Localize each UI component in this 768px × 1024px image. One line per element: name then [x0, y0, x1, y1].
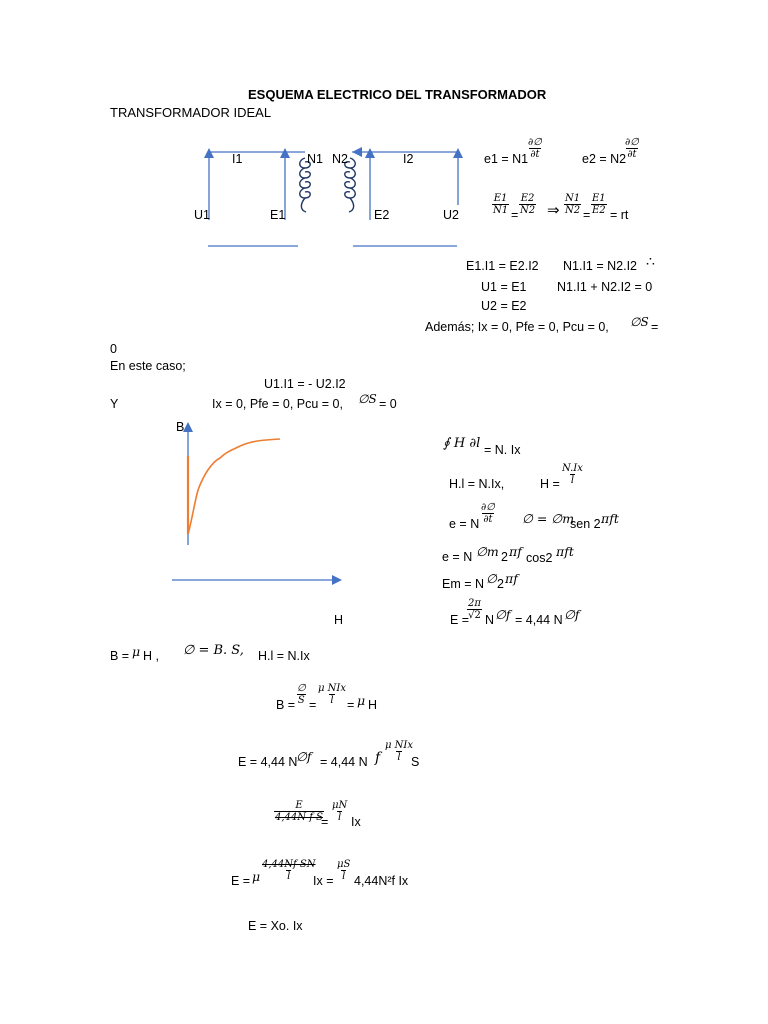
- h-den: l: [570, 475, 575, 486]
- ratio-e2: E2: [520, 193, 535, 204]
- final-eq: E = Xo. Ix: [248, 919, 303, 933]
- ratio-eq1: =: [511, 208, 519, 222]
- eq-pif: πf: [509, 544, 522, 559]
- mu-nix: μ NIx: [318, 683, 347, 694]
- page-title: ESQUEMA ELECTRICO DEL TRANSFORMADOR: [248, 87, 547, 102]
- eq-em-two: 2: [497, 577, 504, 591]
- label-u1: U1: [194, 208, 210, 222]
- two-pi: 2π: [468, 598, 481, 609]
- eq-two: 2: [501, 550, 508, 564]
- frac-dphi-dt-3: [480, 503, 496, 525]
- s-end: S: [411, 755, 420, 769]
- mu-2: μ: [357, 693, 366, 708]
- frac-phi-s: [296, 684, 307, 706]
- eq-phi-phim: ∅ = ∅m: [522, 511, 575, 526]
- eq-u2-e2: U2 = E2: [481, 299, 527, 313]
- eq-sen: sen 2: [570, 517, 601, 531]
- contour-rhs: = N. Ix: [484, 443, 521, 457]
- ademas-line: Además; Ix = 0, Pfe = 0, Pcu = 0,: [425, 320, 609, 334]
- eq-E-phif: ∅f: [495, 607, 511, 622]
- magnetization-curve: [188, 439, 280, 534]
- label-e1: E1: [270, 208, 286, 222]
- eq-b-mu-h: B =: [110, 649, 130, 663]
- eq-u1-e1: U1 = E1: [481, 280, 527, 294]
- phi-small: ∅: [297, 683, 306, 694]
- secondary-left-arrow: [365, 148, 375, 158]
- mu-n: μN: [332, 800, 348, 811]
- frac-dphi-dt-1: [527, 138, 543, 160]
- ratio-n1: N1: [493, 205, 509, 216]
- therefore-symbol: ∴: [646, 253, 655, 269]
- tail-eq: 4,44N²f Ix: [354, 874, 409, 888]
- mu-s: μS: [337, 859, 351, 870]
- eq-cos2: cos2: [526, 551, 553, 565]
- dphi-1: ∂∅: [528, 137, 542, 148]
- ratio-eq2: =: [583, 208, 591, 222]
- eq-ampturns-sum: N1.I1 + N2.I2 = 0: [557, 280, 653, 294]
- ratio-e1b: E1: [592, 193, 606, 204]
- ratio-n2b: N2: [565, 205, 581, 216]
- l-small-4: l: [287, 871, 291, 882]
- ix-mid: Ix =: [313, 874, 334, 888]
- h-num: N.Ix: [562, 463, 583, 474]
- eq-eq-2: =: [347, 698, 355, 712]
- eq-power: E1.I1 = E2.I2: [466, 259, 539, 273]
- ratio-e2b: E2: [592, 205, 606, 216]
- ademas-eq-end: =: [651, 320, 659, 334]
- dt-3: ∂t: [483, 514, 493, 525]
- frac-e-num: E: [295, 800, 303, 811]
- ix-line: Ix = 0, Pfe = 0, Pcu = 0,: [212, 397, 343, 411]
- frac-e1-e2: [591, 194, 607, 216]
- h-axis-arrow: [332, 575, 342, 585]
- ix-end: Ix: [351, 815, 361, 829]
- eq-em-pif: πf: [505, 571, 518, 586]
- l-small-5: l: [342, 871, 346, 882]
- eq-phi-bs: ∅ = B. S,: [183, 643, 244, 658]
- eq-u1i1: U1.I1 = - U2.I2: [264, 377, 346, 391]
- eq-b-frac: B =: [276, 698, 296, 712]
- implies-symbol: ⇒: [547, 202, 560, 219]
- graph-b-label: B: [176, 420, 185, 434]
- eq-pi-ft-2: πft: [556, 544, 574, 559]
- f-italic: f: [375, 750, 381, 766]
- dphi-3: ∂∅: [481, 502, 495, 513]
- eq-e-n-2: e = N: [442, 550, 473, 564]
- subtitle: TRANSFORMADOR IDEAL: [110, 105, 272, 120]
- eq-E: E =: [450, 613, 470, 627]
- eq-h-comma: H ,: [143, 649, 159, 663]
- eq-ampturns: N1.I1 = N2.I2: [563, 259, 637, 273]
- graph-h-label: H: [334, 613, 344, 627]
- num-444nfsn: 4,44Nf SN: [262, 859, 316, 870]
- eq-hl: H.l = N.Ix,: [449, 477, 505, 491]
- phi-f-bottom: ∅f: [296, 749, 312, 764]
- frac-dphi-dt-2: [624, 138, 640, 160]
- ratio-n1b: N1: [565, 193, 581, 204]
- frac-mun-l: [331, 801, 348, 823]
- primary-coil: [300, 158, 311, 212]
- sqrt-two: √2: [468, 610, 481, 621]
- frac-n1-n2: [564, 194, 581, 216]
- primary-left-arrow: [204, 148, 214, 158]
- frac-mus-l: [336, 860, 351, 882]
- eq-e444b: = 4,44 N: [320, 755, 368, 769]
- eq-phim: ∅m: [476, 544, 499, 559]
- frac-2pi-sqrt2: [467, 599, 482, 621]
- b-axis-arrow: [183, 422, 193, 432]
- l-small-3: l: [338, 812, 342, 823]
- frac-mu-nix-2: [384, 741, 414, 763]
- dphi-2: ∂∅: [625, 137, 639, 148]
- label-n1: N1: [307, 152, 323, 166]
- y-label: Y: [110, 397, 119, 411]
- ix-line-end: = 0: [379, 397, 397, 411]
- eq-E-val: = 4,44 N: [515, 613, 563, 627]
- eq-e-n: e = N: [449, 517, 480, 531]
- phi-s-1: ∅S: [630, 315, 649, 329]
- dt-2: ∂t: [627, 149, 637, 160]
- phi-s-2: ∅S: [358, 392, 377, 406]
- primary-right-arrow: [280, 148, 290, 158]
- en-este-caso: En este caso;: [110, 359, 186, 373]
- label-u2: U2: [443, 208, 459, 222]
- secondary-right-arrow: [453, 148, 463, 158]
- frac-e1-n1: [492, 194, 509, 216]
- frac-e-444nfs: [274, 801, 324, 823]
- ratio-rt: = rt: [610, 208, 629, 222]
- eq-hl-2: H.l = N.Ix: [258, 649, 310, 663]
- frac-mu-nix: [317, 684, 347, 706]
- eq-e2: e2 = N2: [582, 152, 627, 166]
- ratio-n2: N2: [520, 205, 536, 216]
- zero-line: 0: [110, 342, 117, 356]
- eq-em: Em = N: [442, 577, 485, 591]
- label-e2: E2: [374, 208, 390, 222]
- eq-eq-1: =: [309, 698, 317, 712]
- mu-3: μ: [252, 869, 261, 884]
- secondary-coil: [345, 158, 356, 212]
- l-small: l: [330, 695, 334, 706]
- label-i1: I1: [232, 152, 243, 166]
- ratio-e1: E1: [493, 193, 508, 204]
- eq-e444: E = 4,44 N: [238, 755, 298, 769]
- frac-444nfs: 4,44N f S: [275, 812, 323, 823]
- eq-E-N: N: [485, 613, 495, 627]
- frac-444nfsn: [261, 860, 317, 882]
- contour-integral: ∮ H ∂l: [443, 436, 481, 451]
- eq-e-mu: E =: [231, 874, 251, 888]
- eq-e1: e1 = N1: [484, 152, 529, 166]
- label-n2: N2: [332, 152, 348, 166]
- frac-h: [561, 464, 584, 486]
- eq-E-phif2: ∅f: [564, 607, 580, 622]
- dt-1: ∂t: [530, 149, 540, 160]
- mu-1: μ: [132, 644, 141, 659]
- eq-pi-ft: πft: [601, 511, 619, 526]
- eq-eq-3: =: [321, 815, 329, 829]
- secondary-top-arrow: [352, 147, 362, 157]
- h-end: H: [368, 698, 378, 712]
- l-small-2: l: [397, 752, 401, 763]
- s-small: S: [297, 695, 305, 706]
- mu-nix-2: μ NIx: [385, 740, 414, 751]
- label-i2: I2: [403, 152, 414, 166]
- eq-h: H =: [540, 477, 560, 491]
- frac-e2-n2: [519, 194, 536, 216]
- eq-em-phi: ∅: [486, 571, 497, 586]
